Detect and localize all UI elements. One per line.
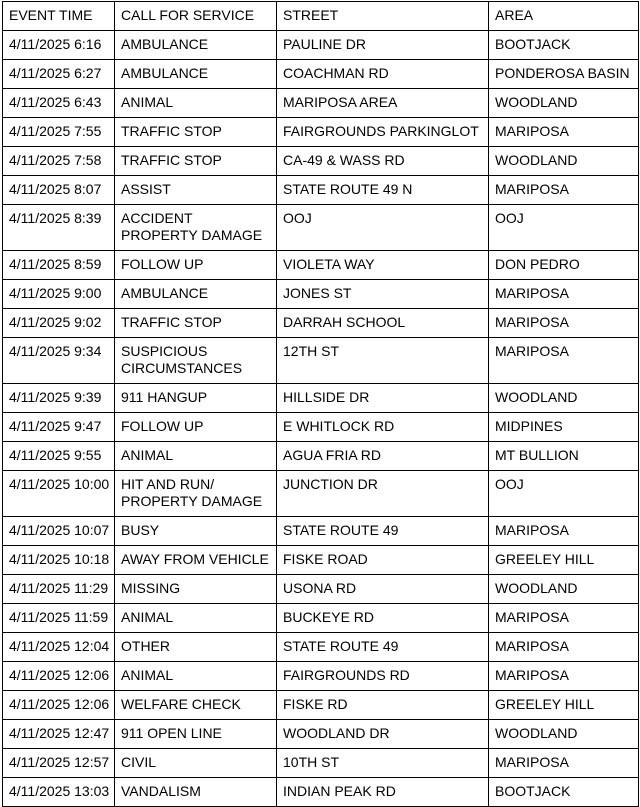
area-cell: MARIPOSA xyxy=(489,662,639,691)
call-for-service-cell: ANIMAL xyxy=(115,89,277,118)
table-row xyxy=(3,691,639,720)
call-for-service-cell: 911 HANGUP xyxy=(115,384,277,413)
event-time-cell: 4/11/2025 10:07 xyxy=(3,517,115,546)
table-row xyxy=(3,413,639,442)
table-body xyxy=(3,31,639,807)
area-cell: MARIPOSA xyxy=(489,633,639,662)
table-row xyxy=(3,60,639,89)
call-for-service-cell: TRAFFIC STOP xyxy=(115,118,277,147)
call-for-service-cell: CIVIL xyxy=(115,749,277,778)
event-time-cell: 4/11/2025 8:59 xyxy=(3,251,115,280)
street-cell: HILLSIDE DR xyxy=(277,384,489,413)
area-cell: MARIPOSA xyxy=(489,517,639,546)
table-row xyxy=(3,471,639,517)
street-cell: CA-49 & WASS RD xyxy=(277,147,489,176)
table-row xyxy=(3,749,639,778)
table-row xyxy=(3,604,639,633)
event-time-cell: 4/11/2025 8:39 xyxy=(3,205,115,251)
call-for-service-cell: ANIMAL xyxy=(115,442,277,471)
street-cell: COACHMAN RD xyxy=(277,60,489,89)
table-row xyxy=(3,778,639,807)
street-cell: STATE ROUTE 49 N xyxy=(277,176,489,205)
table-row xyxy=(3,546,639,575)
call-for-service-cell: WELFARE CHECK xyxy=(115,691,277,720)
call-for-service-cell: 911 OPEN LINE xyxy=(115,720,277,749)
area-cell: BOOTJACK xyxy=(489,31,639,60)
table-header-row xyxy=(3,2,639,31)
street-cell: USONA RD xyxy=(277,575,489,604)
table-row xyxy=(3,384,639,413)
area-cell: BOOTJACK xyxy=(489,778,639,807)
table-row xyxy=(3,176,639,205)
call-for-service-cell: ANIMAL xyxy=(115,662,277,691)
event-time-cell: 4/11/2025 10:18 xyxy=(3,546,115,575)
event-time-cell: 4/11/2025 12:47 xyxy=(3,720,115,749)
area-cell: DON PEDRO xyxy=(489,251,639,280)
call-for-service-cell: AMBULANCE xyxy=(115,60,277,89)
call-for-service-cell: ASSIST xyxy=(115,176,277,205)
street-cell: STATE ROUTE 49 xyxy=(277,517,489,546)
table-row xyxy=(3,309,639,338)
event-time-cell: 4/11/2025 9:39 xyxy=(3,384,115,413)
call-for-service-cell: SUSPICIOUS CIRCUMSTANCES xyxy=(115,338,277,384)
event-time-cell: 4/11/2025 12:57 xyxy=(3,749,115,778)
header-street: STREET xyxy=(277,2,489,31)
table-row xyxy=(3,251,639,280)
header-call-for-service: CALL FOR SERVICE xyxy=(115,2,277,31)
call-for-service-cell: ANIMAL xyxy=(115,604,277,633)
event-time-cell: 4/11/2025 9:00 xyxy=(3,280,115,309)
area-cell: PONDEROSA BASIN xyxy=(489,60,639,89)
area-cell: WOODLAND xyxy=(489,147,639,176)
street-cell: BUCKEYE RD xyxy=(277,604,489,633)
area-cell: MARIPOSA xyxy=(489,749,639,778)
table-row xyxy=(3,205,639,251)
area-cell: MARIPOSA xyxy=(489,176,639,205)
street-cell: DARRAH SCHOOL xyxy=(277,309,489,338)
area-cell: MARIPOSA xyxy=(489,309,639,338)
event-time-cell: 4/11/2025 9:34 xyxy=(3,338,115,384)
area-cell: MT BULLION xyxy=(489,442,639,471)
area-cell: GREELEY HILL xyxy=(489,546,639,575)
event-time-cell: 4/11/2025 8:07 xyxy=(3,176,115,205)
street-cell: JONES ST xyxy=(277,280,489,309)
area-cell: MARIPOSA xyxy=(489,604,639,633)
street-cell: 12TH ST xyxy=(277,338,489,384)
table-row xyxy=(3,31,639,60)
event-time-cell: 4/11/2025 9:55 xyxy=(3,442,115,471)
event-time-cell: 4/11/2025 9:02 xyxy=(3,309,115,338)
header-area: AREA xyxy=(489,2,639,31)
area-cell: MARIPOSA xyxy=(489,338,639,384)
street-cell: INDIAN PEAK RD xyxy=(277,778,489,807)
event-time-cell: 4/11/2025 12:06 xyxy=(3,662,115,691)
event-time-cell: 4/11/2025 12:06 xyxy=(3,691,115,720)
table-row xyxy=(3,662,639,691)
event-time-cell: 4/11/2025 13:03 xyxy=(3,778,115,807)
call-log-table xyxy=(2,1,639,807)
event-time-cell: 4/11/2025 12:04 xyxy=(3,633,115,662)
header-event-time: EVENT TIME xyxy=(3,2,115,31)
street-cell: FISKE ROAD xyxy=(277,546,489,575)
table-row xyxy=(3,633,639,662)
street-cell: MARIPOSA AREA xyxy=(277,89,489,118)
call-for-service-cell: ACCIDENT PROPERTY DAMAGE xyxy=(115,205,277,251)
street-cell: 10TH ST xyxy=(277,749,489,778)
street-cell: OOJ xyxy=(277,205,489,251)
street-cell: VIOLETA WAY xyxy=(277,251,489,280)
event-time-cell: 4/11/2025 6:43 xyxy=(3,89,115,118)
table-row xyxy=(3,118,639,147)
table-row xyxy=(3,147,639,176)
street-cell: E WHITLOCK RD xyxy=(277,413,489,442)
event-time-cell: 4/11/2025 10:00 xyxy=(3,471,115,517)
call-for-service-cell: MISSING xyxy=(115,575,277,604)
event-time-cell: 4/11/2025 7:58 xyxy=(3,147,115,176)
call-for-service-cell: VANDALISM xyxy=(115,778,277,807)
call-for-service-cell: FOLLOW UP xyxy=(115,251,277,280)
event-time-cell: 4/11/2025 6:16 xyxy=(3,31,115,60)
call-for-service-cell: TRAFFIC STOP xyxy=(115,309,277,338)
event-time-cell: 4/11/2025 7:55 xyxy=(3,118,115,147)
table-row xyxy=(3,575,639,604)
call-for-service-cell: FOLLOW UP xyxy=(115,413,277,442)
street-cell: PAULINE DR xyxy=(277,31,489,60)
call-for-service-cell: AWAY FROM VEHICLE xyxy=(115,546,277,575)
street-cell: STATE ROUTE 49 xyxy=(277,633,489,662)
street-cell: FAIRGROUNDS RD xyxy=(277,662,489,691)
table-row xyxy=(3,517,639,546)
event-time-cell: 4/11/2025 9:47 xyxy=(3,413,115,442)
table-row xyxy=(3,280,639,309)
area-cell: WOODLAND xyxy=(489,720,639,749)
street-cell: WOODLAND DR xyxy=(277,720,489,749)
table-row xyxy=(3,338,639,384)
call-for-service-cell: HIT AND RUN/ PROPERTY DAMAGE xyxy=(115,471,277,517)
event-time-cell: 4/11/2025 11:29 xyxy=(3,575,115,604)
street-cell: FAIRGROUNDS PARKINGLOT xyxy=(277,118,489,147)
street-cell: FISKE RD xyxy=(277,691,489,720)
area-cell: WOODLAND xyxy=(489,384,639,413)
area-cell: GREELEY HILL xyxy=(489,691,639,720)
area-cell: WOODLAND xyxy=(489,89,639,118)
area-cell: WOODLAND xyxy=(489,575,639,604)
area-cell: MARIPOSA xyxy=(489,280,639,309)
area-cell: OOJ xyxy=(489,205,639,251)
street-cell: JUNCTION DR xyxy=(277,471,489,517)
table-row xyxy=(3,442,639,471)
event-time-cell: 4/11/2025 6:27 xyxy=(3,60,115,89)
call-for-service-cell: TRAFFIC STOP xyxy=(115,147,277,176)
call-for-service-cell: AMBULANCE xyxy=(115,31,277,60)
event-time-cell: 4/11/2025 11:59 xyxy=(3,604,115,633)
call-for-service-cell: BUSY xyxy=(115,517,277,546)
call-for-service-cell: AMBULANCE xyxy=(115,280,277,309)
area-cell: MIDPINES xyxy=(489,413,639,442)
table-row xyxy=(3,720,639,749)
table-row xyxy=(3,89,639,118)
area-cell: OOJ xyxy=(489,471,639,517)
street-cell: AGUA FRIA RD xyxy=(277,442,489,471)
area-cell: MARIPOSA xyxy=(489,118,639,147)
call-for-service-cell: OTHER xyxy=(115,633,277,662)
